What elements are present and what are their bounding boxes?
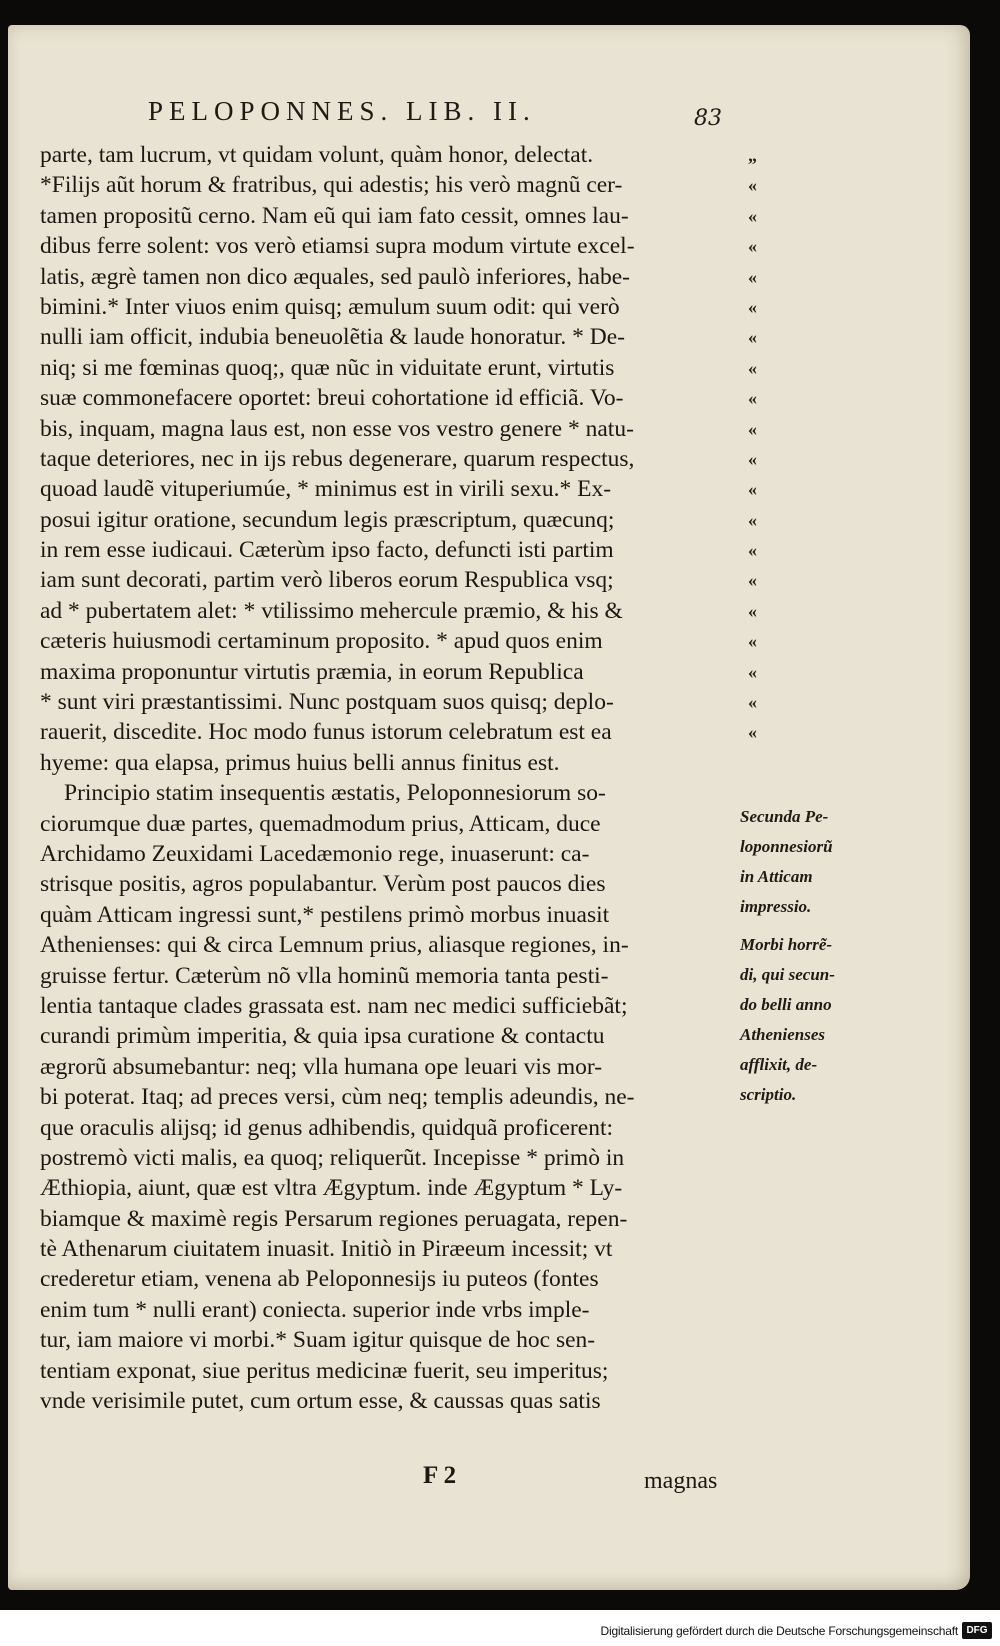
quote-mark: « [748, 205, 757, 226]
text-line: taque deteriores, nec in ijs rebus degenerare, quarum respectus, [40, 445, 635, 472]
text-line: cæteris huiusmodi certaminum proposito. * apud quos enim [40, 628, 603, 655]
quote-mark: « [748, 327, 757, 348]
margin-note-secunda [740, 802, 860, 922]
margin-note-line: in Atticam [740, 867, 813, 886]
running-head: PELOPONNES. LIB. II. [148, 96, 536, 126]
text-line: latis, ægrè tamen non dico æquales, sed paulò inferiores, habe- [40, 263, 630, 290]
margin-note-line: scriptio. [740, 1085, 797, 1104]
text-line: parte, tam lucrum, vt quidam volunt, quàm honor, delectat. [40, 142, 594, 168]
text-line: quàm Atticam ingressi sunt,* pestilens primò morbus inuasit [40, 901, 610, 928]
text-line: bimini.* Inter viuos enim quisq; æmulum suum odit: qui verò [40, 293, 620, 320]
text-line: Æthiopia, aiunt, quæ est vltra Ægyptum. inde Ægyptum * Ly- [40, 1175, 623, 1202]
text-line: bis, inquam, magna laus est, non esse vos vestro genere * natu- [40, 415, 634, 442]
text-line: strisque positis, agros populabantur. Verùm post paucos dies [40, 871, 606, 898]
quote-mark: « [748, 388, 757, 409]
margin-note-morbi [740, 930, 860, 1110]
text-line: gruisse fertur. Cæterùm nõ vlla hominũ memoria tanta pesti- [40, 962, 609, 989]
text-line: in rem esse iudicaui. Cæterùm ipso facto, defuncti isti partim [40, 537, 614, 564]
text-line: enim tum * nulli erant) coniecta. superior inde vrbs imple- [40, 1296, 590, 1323]
text-line: rauerit, discedite. Hoc modo funus istorum celebratum est ea [40, 719, 612, 746]
text-line: dibus ferre solent: vos verò etiamsi supra modum virtute excel- [40, 233, 635, 260]
text-line: Archidamo Zeuxidami Lacedæmonio rege, inuaserunt: ca- [40, 840, 590, 867]
quotation-marks-column [748, 140, 778, 748]
text-line: posui igitur oratione, secundum legis præscriptum, quæcunq; [40, 506, 615, 533]
quote-mark: « [748, 631, 757, 652]
text-line: maxima proponuntur virtutis præmia, in eorum Republica [40, 658, 584, 685]
dfg-logo: DFG [962, 1622, 992, 1639]
text-line: tamen propositũ cerno. Nam eũ qui iam fato cessit, omnes lau- [40, 202, 629, 229]
text-line: quoad laudẽ vituperiumúe, * minimus est in virili sexu.* Ex- [40, 476, 612, 503]
text-line: *Filijs aũt horum & fratribus, qui adestis; his verò magnũ cer- [40, 172, 623, 199]
quote-mark: « [748, 296, 757, 317]
text-line: bi poterat. Itaq; ad preces versi, cùm neq; templis adeundis, ne- [40, 1084, 635, 1111]
text-line: ciorumque duæ partes, quemadmodum prius, Atticam, duce [40, 810, 601, 837]
quote-mark: « [748, 692, 757, 713]
quote-mark: « [748, 661, 757, 682]
quote-mark: « [748, 509, 757, 530]
text-line: que oraculis alijsq; id genus adhibendis, quidquã proficerent: [40, 1114, 613, 1141]
body-text [40, 140, 740, 1416]
quote-mark: « [748, 418, 757, 439]
quote-mark: « [748, 570, 757, 591]
text-line: hyeme: qua elapsa, primus huius belli annus finitus est. [40, 749, 560, 776]
quote-mark: « [748, 600, 757, 621]
page-number: 83 [694, 106, 722, 131]
quote-mark: „ [748, 145, 757, 165]
text-line: tè Athenarum ciuitatem inuasit. Initiò in Piræeum incessit; vt [40, 1236, 613, 1263]
quote-mark: « [748, 722, 757, 743]
quote-mark: « [748, 540, 757, 561]
digitization-footer [0, 1616, 1000, 1646]
quote-mark: « [748, 479, 757, 500]
text-line: ægrorũ absumebantur: neq; vlla humana ope leuari vis mor- [40, 1053, 603, 1080]
catchword: magnas [644, 1468, 718, 1494]
margin-note-line: Athenienses [740, 1025, 826, 1044]
text-line: biamque & maximè regis Persarum regiones peruagata, repen- [40, 1205, 628, 1232]
text-line: tentiam exponat, siue peritus medicinæ fuerit, seu imperitus; [40, 1357, 609, 1384]
text-line: suæ commonefacere oportet: breui cohortatione id efficiã. Vo- [40, 385, 624, 412]
quote-mark: « [748, 357, 757, 378]
text-line: lentia tantaque clades grassata est. nam nec medici sufficiebãt; [40, 992, 628, 1019]
text-line: * sunt viri præstantissimi. Nunc postquam suos quisq; deplo- [40, 689, 614, 716]
margin-note-line: loponnesiorũ [740, 837, 833, 856]
quote-mark: « [748, 175, 757, 196]
text-line: curandi primùm imperitia, & quia ipsa curatione & contactu [40, 1023, 605, 1050]
margin-note-line: Secunda Pe- [740, 807, 829, 826]
text-line: Athenienses: qui & circa Lemnum prius, aliasque regiones, in- [40, 932, 629, 959]
signature-mark: F 2 [423, 1462, 457, 1489]
text-line: nulli iam officit, indubia beneuolẽtia & laude honoratur. * De- [40, 324, 625, 351]
text-line: iam sunt decorati, partim verò liberos eorum Respublica vsq; [40, 567, 614, 594]
funding-credit: Digitalisierung gefördert durch die Deutsche Forschungsgemeinschaft [600, 1624, 958, 1638]
margin-note-line: do belli anno [740, 995, 832, 1014]
text-line: niq; si me fœminas quoq;, quæ nũc in viduitate erunt, virtutis [40, 354, 615, 381]
text-line: tur, iam maiore vi morbi.* Suam igitur quisque de hoc sen- [40, 1327, 596, 1354]
margin-note-line: afflixit, de- [740, 1055, 818, 1074]
margin-note-line: impressio. [740, 897, 812, 916]
text-line: ad * pubertatem alet: * vtilissimo mehercule præmio, & his & [40, 597, 623, 624]
margin-note-line: Morbi horrẽ- [740, 935, 833, 954]
text-line: vnde verisimile putet, cum ortum esse, & caussas quas satis [40, 1388, 601, 1415]
text-line: postremò victi malis, ea quoq; reliquerũt. Incepisse * primò in [40, 1144, 625, 1171]
text-line: Principio statim insequentis æstatis, Peloponnesiorum so- [64, 780, 606, 807]
quote-mark: « [748, 236, 757, 257]
quote-mark: « [748, 266, 757, 287]
quote-mark: « [748, 448, 757, 469]
text-line: crederetur etiam, venena ab Peloponnesijs iu puteos (fontes [40, 1266, 599, 1293]
margin-note-line: di, qui secun- [740, 965, 835, 984]
